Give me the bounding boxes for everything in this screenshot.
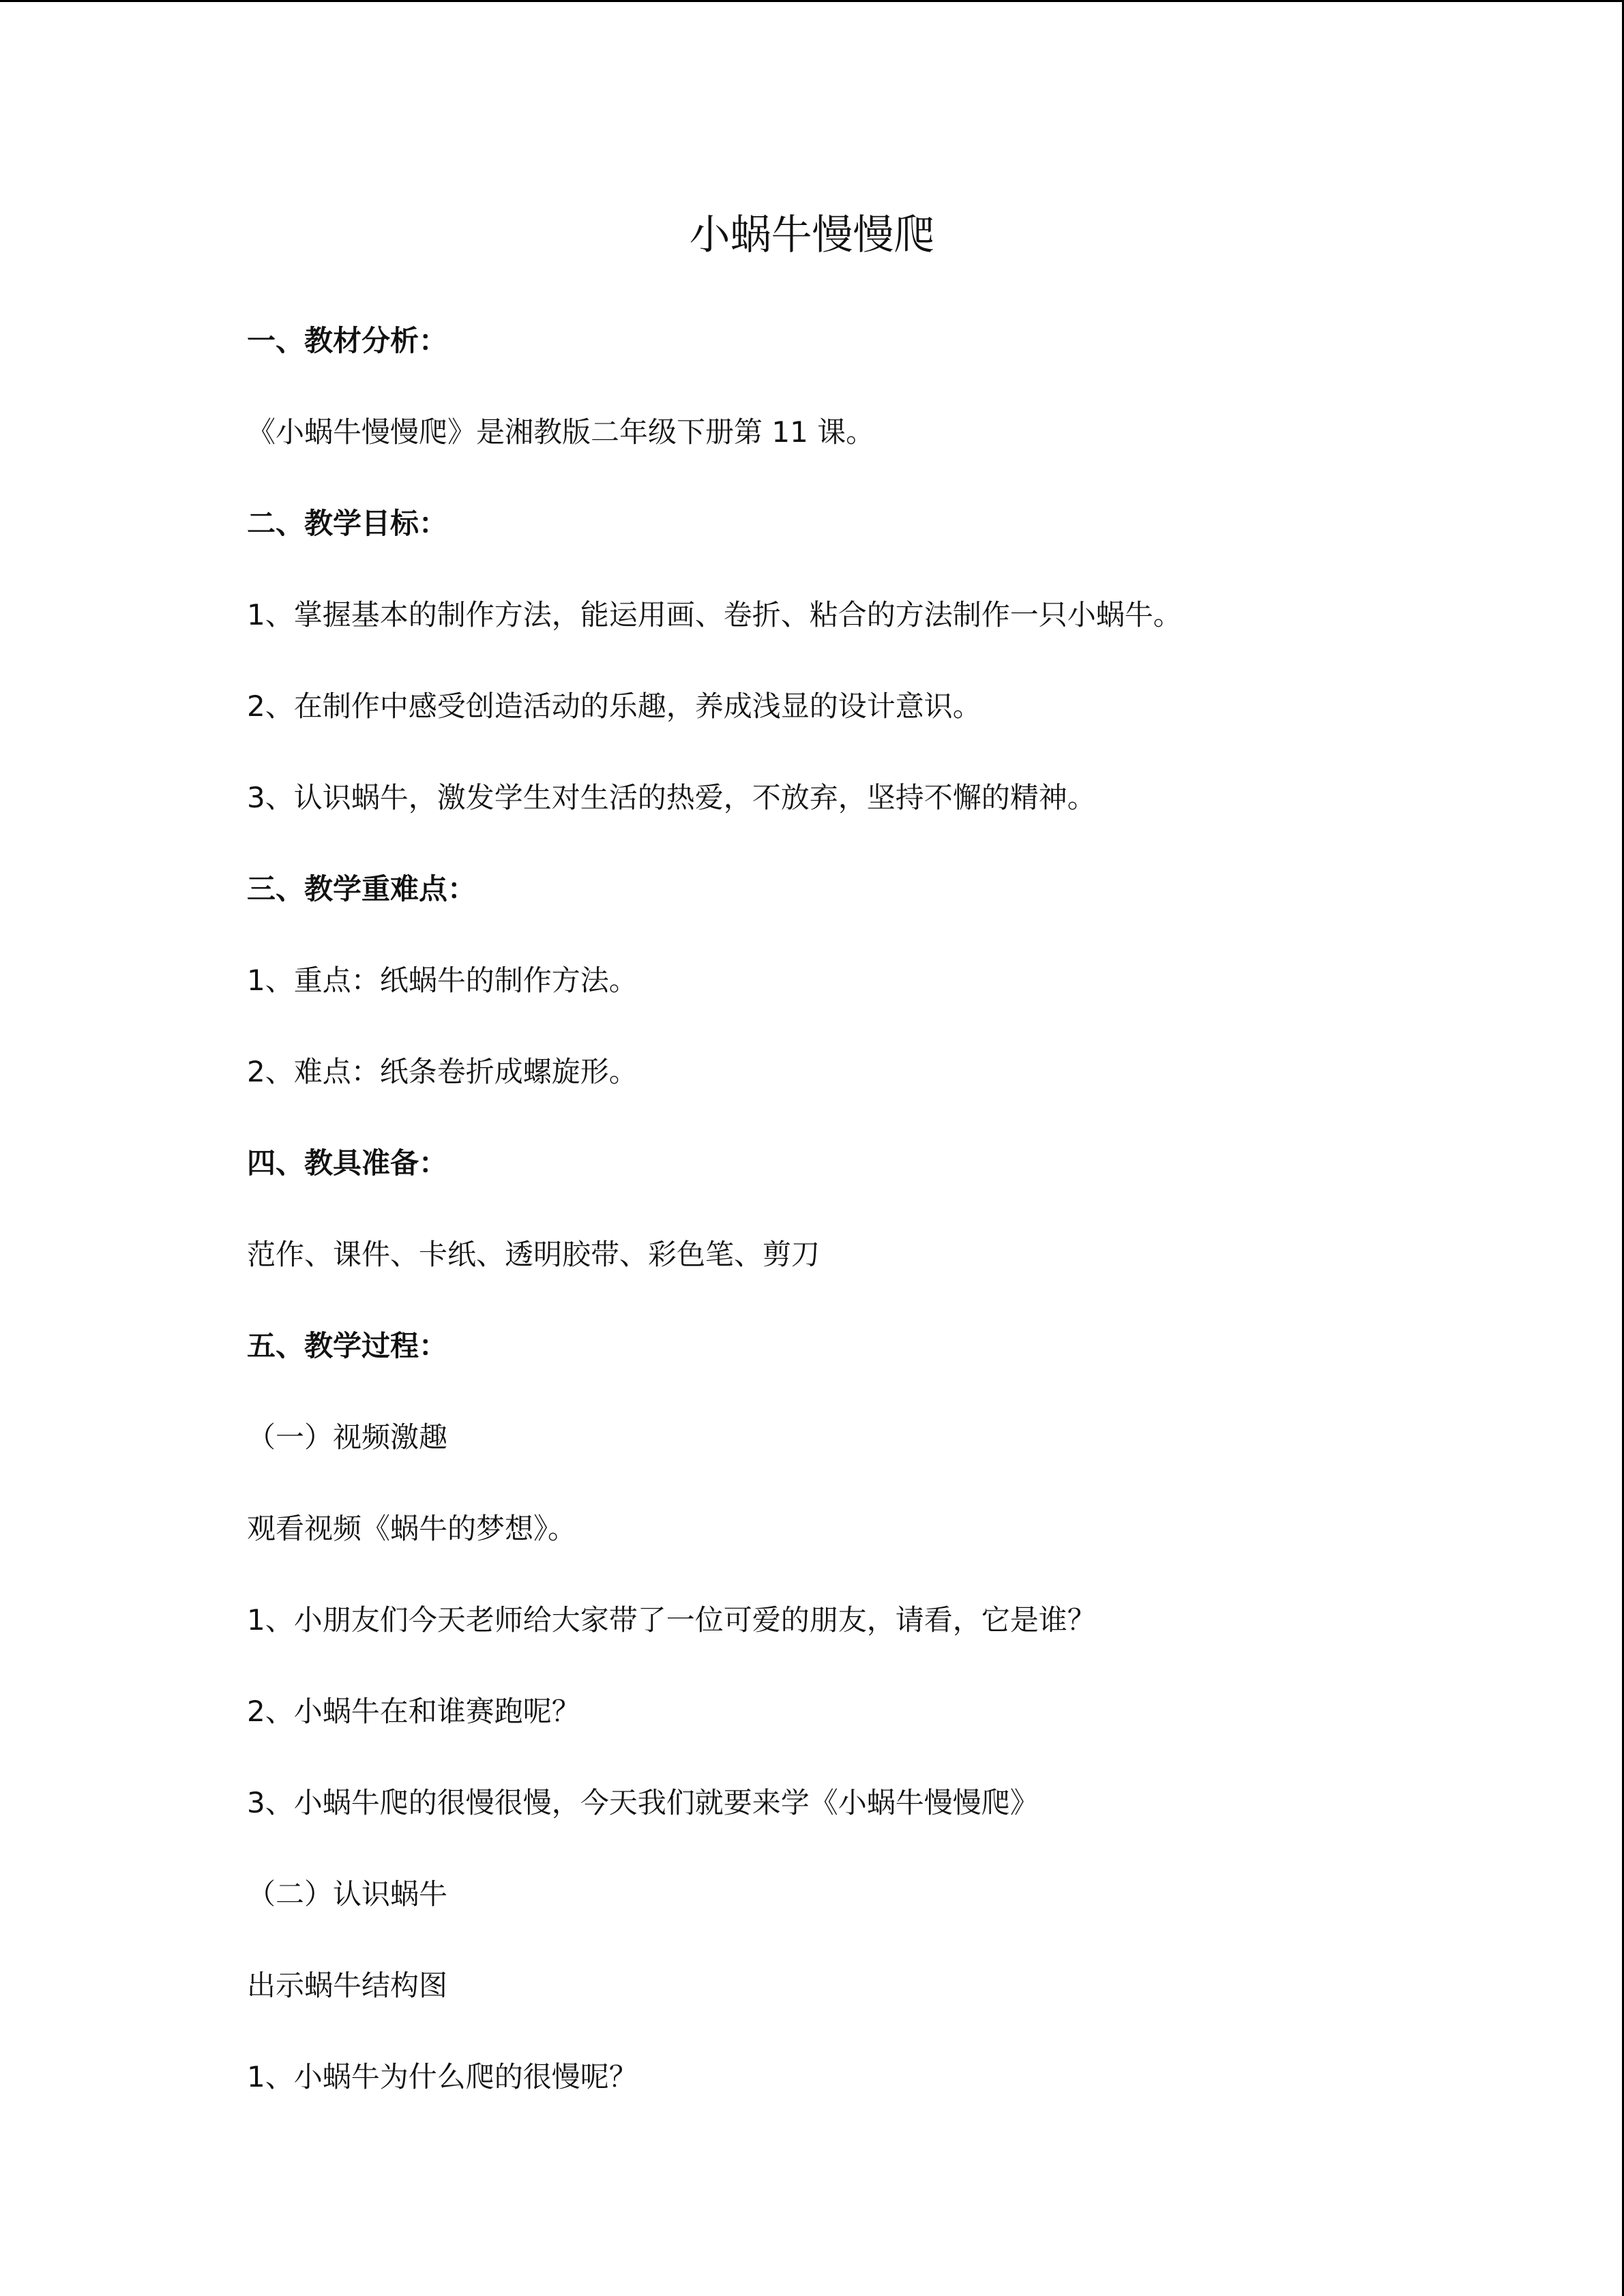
subsection-know-snail: （二）认识蜗牛	[247, 1877, 448, 1911]
goal-item-3: 3、认识蜗牛，激发学生对生活的热爱，不放弃，坚持不懈的精神。	[247, 781, 1096, 814]
key-point-item-1: 1、重点：纸蜗牛的制作方法。	[247, 964, 638, 997]
process-item-3: 3、小蜗牛爬的很慢很慢，今天我们就要来学《小蜗牛慢慢爬》	[247, 1786, 1039, 1819]
goal-item-2: 2、在制作中感受创造活动的乐趣，养成浅显的设计意识。	[247, 689, 981, 723]
page-border-top	[0, 0, 1624, 2]
goal-item-1: 1、掌握基本的制作方法，能运用画、卷折、粘合的方法制作一只小蜗牛。	[247, 598, 1182, 631]
document-title: 小蜗牛慢慢爬	[689, 211, 935, 259]
section-heading-textbook-analysis: 一、教材分析：	[247, 324, 448, 357]
process-item-1: 1、小朋友们今天老师给大家带了一位可爱的朋友，请看，它是谁？	[247, 1603, 1096, 1637]
subsection-video-intro: （一）视频激趣	[247, 1420, 448, 1454]
process-item-2: 2、小蜗牛在和谁赛跑呢？	[247, 1695, 580, 1728]
section-heading-materials: 四、教具准备：	[247, 1146, 448, 1180]
key-point-item-2: 2、难点：纸条卷折成螺旋形。	[247, 1055, 638, 1088]
section-heading-teaching-goals: 二、教学目标：	[247, 507, 448, 540]
materials-list: 范作、课件、卡纸、透明胶带、彩色笔、剪刀	[247, 1238, 821, 1271]
paragraph-watch-video: 观看视频《蜗牛的梦想》。	[247, 1512, 577, 1545]
paragraph-show-diagram: 出示蜗牛结构图	[247, 1969, 448, 2002]
question-item-1: 1、小蜗牛为什么爬的很慢呢？	[247, 2060, 638, 2093]
section-heading-key-points: 三、教学重难点：	[247, 872, 477, 906]
section-heading-teaching-process: 五、教学过程：	[247, 1329, 448, 1362]
paragraph-textbook-info: 《小蜗牛慢慢爬》是湘教版二年级下册第 11 课。	[247, 415, 875, 449]
